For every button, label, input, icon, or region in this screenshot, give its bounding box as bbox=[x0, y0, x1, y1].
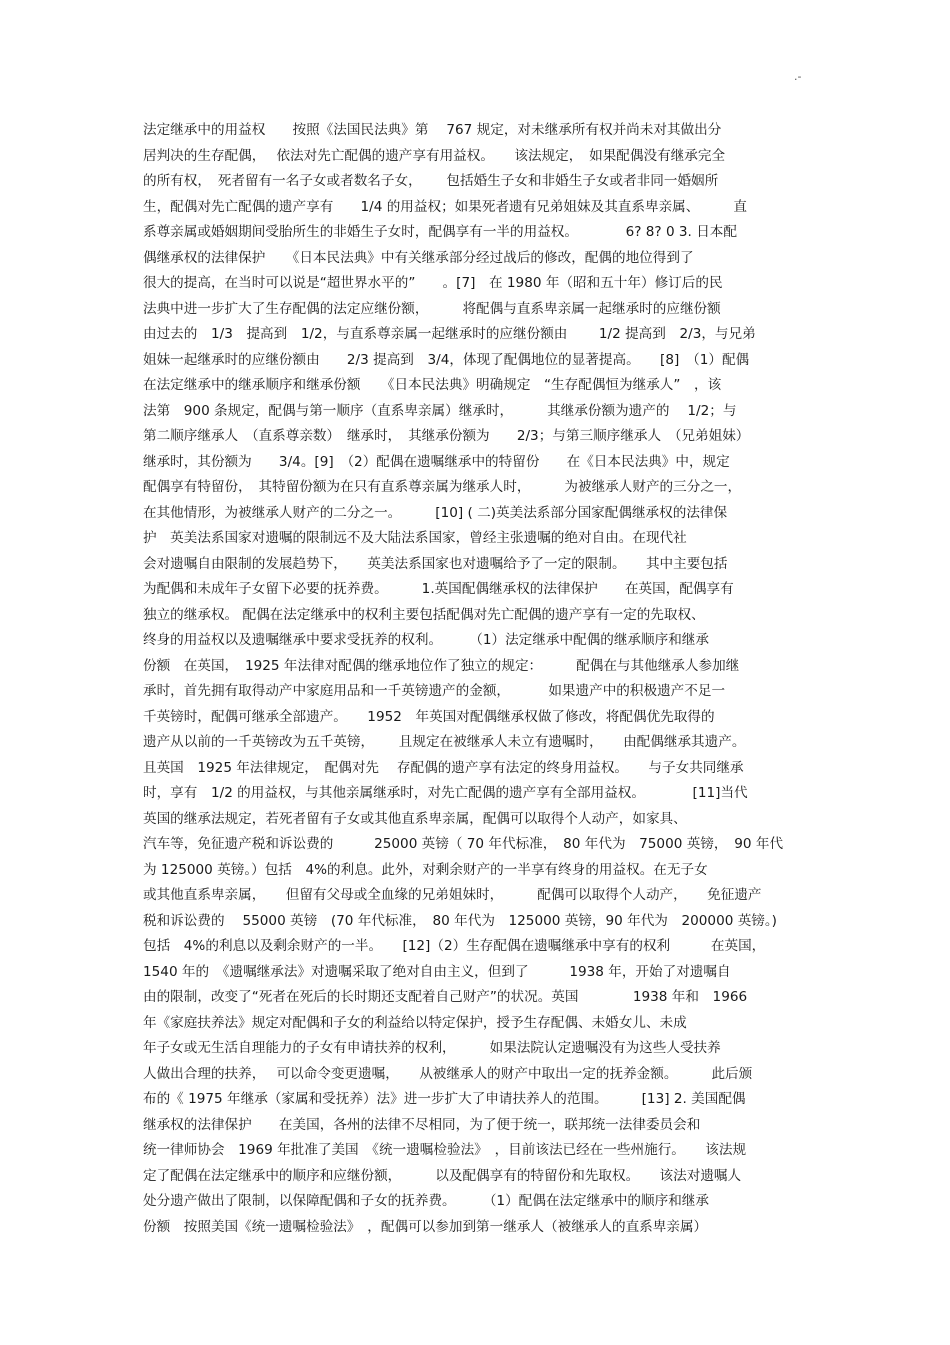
text-line: 包括 4%的利息以及剩余财产的一半。 [12]（2）生存配偶在遗嘱继承中享有的权利 在英国， bbox=[143, 938, 766, 954]
text-line: 很大的提高，在当时可以说是“超世界水平的” 。[7] 在 1980 年（昭和五十年）修订后的民 bbox=[143, 275, 723, 291]
text-line: 税和诉讼费的 55000 英镑 (70 年代标准， 80 年代为 125000 英镑，90 年代为 200000 英镑。) bbox=[143, 912, 777, 929]
text-line: 的所有权， 死者留有一名子女或者数名子女， 包括婚生子女和非婚生子女或者非同一婚姻所 bbox=[143, 173, 719, 189]
text-line: 份额 按照美国《统一遗嘱检验法》 ，配偶可以参加到第一继承人（被继承人的直系卑亲属） bbox=[143, 1218, 708, 1235]
text-line: 且英国 1925 年法律规定， 配偶对先 存配偶的遗产享有法定的终身用益权。 与子女共同继承 bbox=[143, 759, 744, 776]
text-line: 统一律师协会 1969 年批准了美国 《统一遗嘱检验法》 ，目前该法已经在一些州施行。 该法规 bbox=[143, 1142, 747, 1158]
text-line: 配偶享有特留份， 其特留份额为在只有直系尊亲属为继承人时， 为被继承人财产的三分之一， bbox=[143, 479, 742, 495]
text-line: 第二顺序继承人 （直系尊亲数） 继承时， 其继承份额为 2/3；与第三顺序继承人 （兄弟姐妹） bbox=[143, 428, 750, 444]
text-line: 继承时，其份额为 3/4。[9] （2）配偶在遗嘱继承中的特留份 在《日本民法典》中，规定 bbox=[143, 453, 730, 470]
text-line: 为配偶和未成年子女留下必要的抚养费。 1.英国配偶继承权的法律保护 在英国，配偶享有 bbox=[143, 581, 734, 597]
text-line: 会对遗嘱自由限制的发展趋势下， 英美法系国家也对遗嘱给予了一定的限制。 其中主要包括 bbox=[143, 555, 728, 572]
text-line: 英国的继承法规定，若死者留有子女或其他直系卑亲属，配偶可以取得个人动产，如家具、 bbox=[143, 810, 687, 827]
text-line: 生，配偶对先亡配偶的遗产享有 1/4 的用益权；如果死者遗有兄弟姐妹及其直系卑亲属、 直 bbox=[143, 198, 747, 215]
text-line: 由过去的 1/3 提高到 1/2，与直系尊亲属一起继承时的应继份额由 1/2 提高到 2/3，与兄弟 bbox=[143, 326, 756, 342]
text-line: 独立的继承权。 配偶在法定继承中的权利主要包括配偶对先亡配偶的遗产享有一定的先取权、 bbox=[143, 606, 705, 623]
text-line: 为 125000 英镑。）包括 4%的利息。此外，对剩余财产的一半享有终身的用益权。在无子女 bbox=[143, 861, 708, 878]
text-line: 汽车等，免征遗产税和诉讼费的 25000 英镑（ 70 年代标准， 80 年代为 75000 英镑， 90 年代 bbox=[143, 836, 784, 852]
text-line: 继承权的法律保护 在美国，各州的法律不尽相同，为了便于统一，联邦统一法律委员会和 bbox=[143, 1116, 701, 1133]
text-line: 人做出合理的扶养， 可以命令变更遗嘱， 从被继承人的财产中取出一定的抚养金额。 此后颁 bbox=[143, 1065, 753, 1082]
text-line: 在法定继承中的继承顺序和继承份额 《日本民法典》明确规定 “生存配偶恒为继承人” ，该 bbox=[143, 377, 722, 393]
text-line: 定了配偶在法定继承中的顺序和应继份额， 以及配偶享有的特留份和先取权。 该法对遗嘱人 bbox=[143, 1167, 742, 1184]
text-line: 法定继承中的用益权 按照《法国民法典》第 767 规定，对未继承所有权并尚未对其做出分 bbox=[143, 122, 722, 138]
text-line: 偶继承权的法律保护 《日本民法典》中有关继承部分经过战后的修改，配偶的地位得到了 bbox=[143, 249, 694, 266]
text-line: 年《家庭扶养法》规定对配偶和子女的利益给以特定保护，授予生存配偶、未婚女儿、未成 bbox=[143, 1014, 687, 1031]
text-line: 法典中进一步扩大了生存配偶的法定应继份额， 将配偶与直系卑亲属一起继承时的应继份额 bbox=[143, 300, 721, 317]
page-corner-mark: .- bbox=[794, 70, 802, 83]
text-line: 终身的用益权以及遗嘱继承中要求受抚养的权利。 （1）法定继承中配偶的继承顺序和继承 bbox=[143, 632, 709, 648]
text-line: 份额 在英国， 1925 年法律对配偶的继承地位作了独立的规定： 配偶在与其他继承人参加继 bbox=[143, 657, 740, 674]
text-line: 系尊亲属或婚姻期间受胎所生的非婚生子女时，配偶享有一半的用益权。 6? 8? 0 3. 日本配 bbox=[143, 224, 737, 240]
text-line: 由的限制，改变了“死者在死后的长时期还支配着自己财产”的状况。英国 1938 年和 1966 bbox=[143, 989, 748, 1005]
text-line: 布的《 1975 年继承（家属和受抚养）法》进一步扩大了申请扶养人的范围。 [13] 2. 美国配偶 bbox=[143, 1091, 746, 1107]
text-line: 千英镑时，配偶可继承全部遗产。 1952 年英国对配偶继承权做了修改，将配偶优先取得的 bbox=[143, 708, 715, 725]
text-line: 法第 900 条规定，配偶与第一顺序（直系卑亲属）继承时， 其继承份额为遗产的 1/2；与 bbox=[143, 402, 737, 419]
text-line: 或其他直系卑亲属， 但留有父母或全血缘的兄弟姐妹时， 配偶可以取得个人动产， 免征遗产 bbox=[143, 887, 762, 903]
text-line: 处分遗产做出了限制，以保障配偶和子女的抚养费。 （1）配偶在法定继承中的顺序和继承 bbox=[143, 1193, 709, 1209]
text-line: 姐妹一起继承时的应继份额由 2/3 提高到 3/4，体现了配偶地位的显著提高。 [8] （1）配偶 bbox=[143, 351, 750, 368]
text-line: 遗产从以前的一千英镑改为五千英镑， 且规定在被继承人未立有遗嘱时， 由配偶继承其遗产。 bbox=[143, 734, 746, 750]
text-line: 时，享有 1/2 的用益权，与其他亲属继承时，对先亡配偶的遗产享有全部用益权。 [11]当代 bbox=[143, 785, 748, 801]
document-body bbox=[143, 118, 811, 1240]
text-line: 年子女或无生活自理能力的子女有申请扶养的权利， 如果法院认定遗嘱没有为这些人受扶养 bbox=[143, 1040, 721, 1056]
text-line: 承时，首先拥有取得动产中家庭用品和一千英镑遗产的金额， 如果遗产中的积极遗产不足一 bbox=[143, 683, 726, 699]
text-line: 居判决的生存配偶， 依法对先亡配偶的遗产享有用益权。 该法规定， 如果配偶没有继承完全 bbox=[143, 147, 726, 164]
text-line: 护 英美法系国家对遗嘱的限制远不及大陆法系国家，曾经主张遗嘱的绝对自由。在现代社 bbox=[143, 530, 687, 546]
text-line: 1540 年的 《遗嘱继承法》对遗嘱采取了绝对自由主义，但到了 1938 年，开始了对遗嘱自 bbox=[143, 963, 731, 980]
text-line: 在其他情形，为被继承人财产的二分之一。 [10] ( 二)英美法系部分国家配偶继承权的法律保 bbox=[143, 504, 728, 521]
